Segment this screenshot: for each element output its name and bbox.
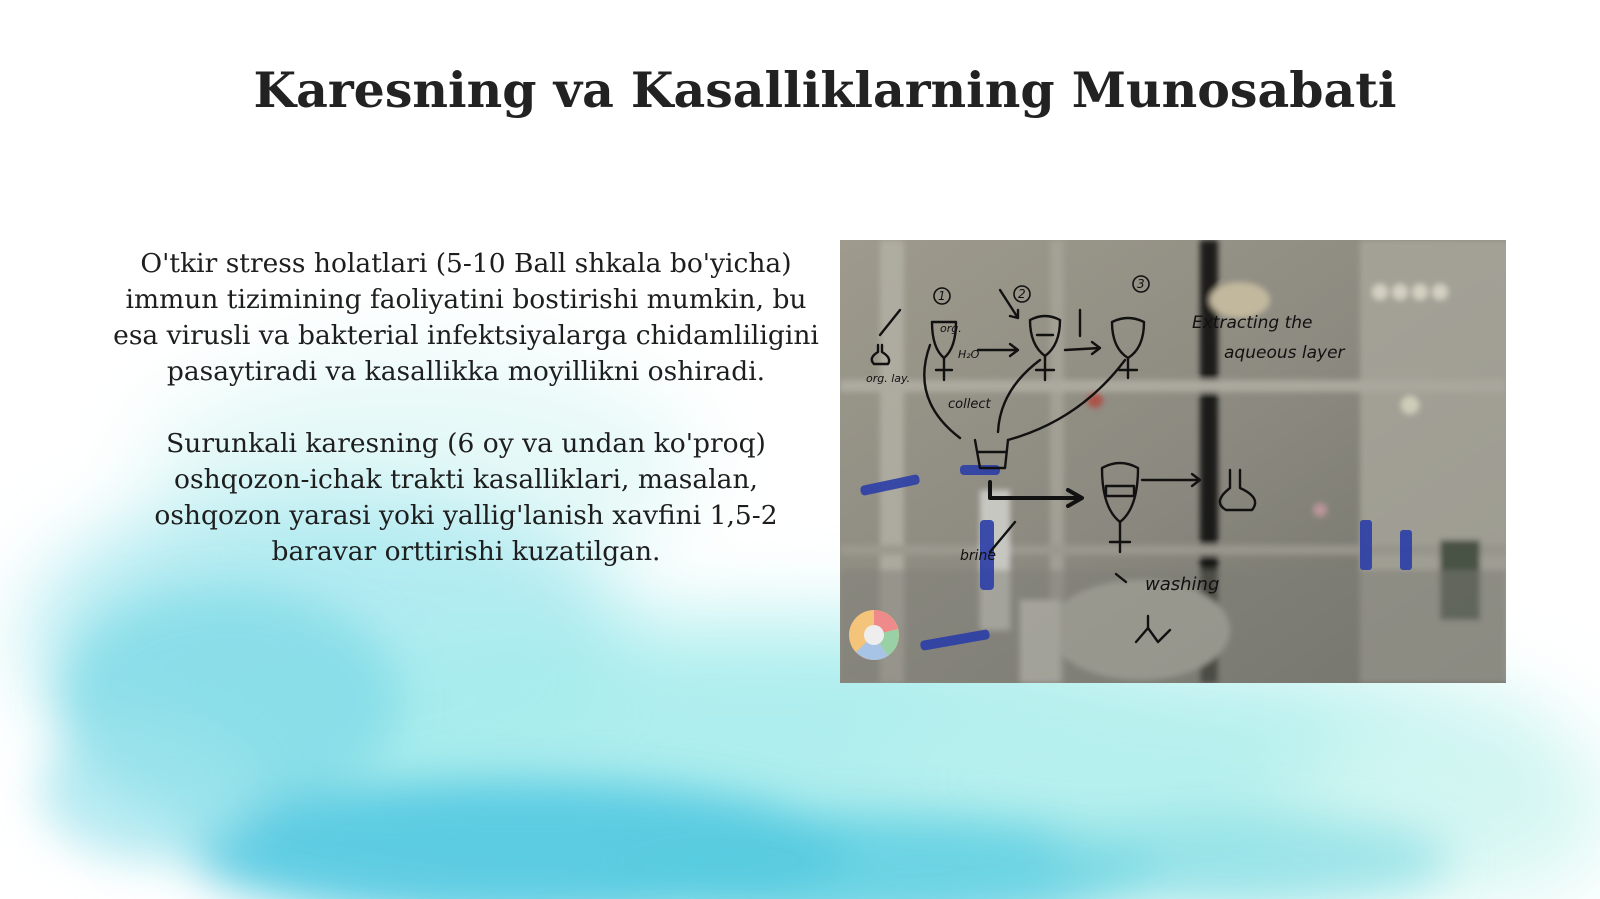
- annotation-step-3: 3: [1137, 277, 1145, 291]
- annotation-step-2: 2: [1018, 287, 1026, 301]
- annotation-extracting: Extracting the: [1192, 313, 1313, 333]
- annotation-brine: brine: [960, 548, 997, 564]
- annotation-washing: washing: [1145, 574, 1220, 595]
- annotation-h2o: H₂O: [958, 348, 980, 361]
- slide-title: Karesning va Kasalliklarning Munosabati: [253, 61, 1397, 119]
- annotation-aqueous-layer: aqueous layer: [1224, 343, 1345, 363]
- annotation-collect: collect: [948, 397, 991, 412]
- annotation-step-1: 1: [938, 289, 946, 303]
- annotation-org: org.: [940, 322, 962, 335]
- body-text: [108, 246, 824, 606]
- paragraph-acute-stress: O'tkir stress holatlari (5-10 Ball shkala bo'yicha) immun tizimining faoliyatini bostirishi mumkin, bu esa virusli va bakterial infektsiyalarga chidamliligini pasaytiradi va kasallikka moyillikni oshiradi.: [113, 248, 819, 387]
- paragraph-chronic-stress: Surunkali karesning (6 oy va undan ko'proq) oshqozon-ichak trakti kasalliklari, masalan, oshqozon yarasi yoki yallig'lanish xavfini 1,5-2 baravar orttirishi kuzatilgan.: [154, 428, 778, 567]
- annotation-org-layer: org. lay.: [866, 372, 911, 385]
- lab-whiteboard-photo: [840, 240, 1506, 683]
